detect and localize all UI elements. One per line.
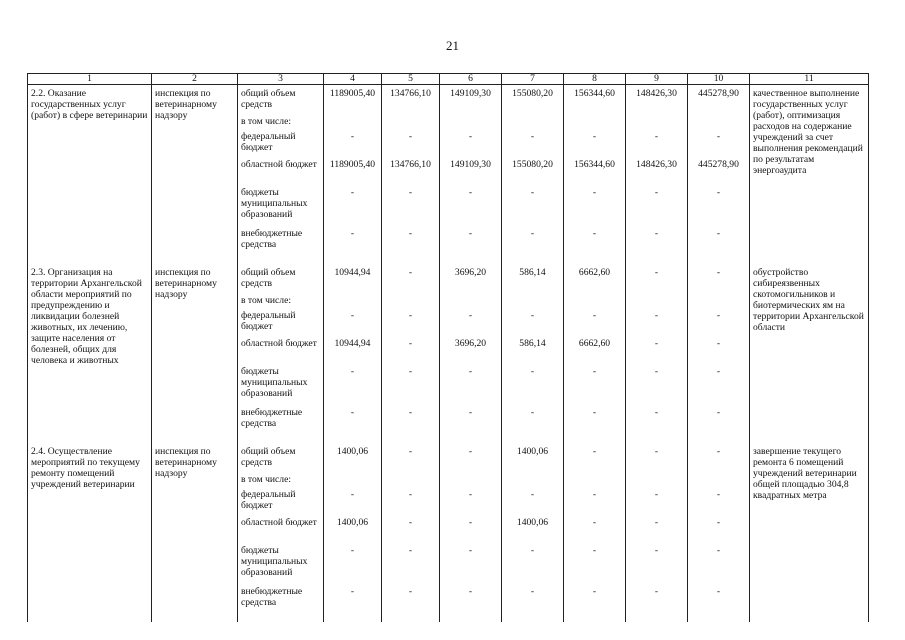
funding-source-label: бюджеты муниципальных образований: [241, 545, 308, 578]
funding-value: 6662,60: [578, 338, 611, 349]
funding-value: -: [408, 187, 413, 198]
funding-value: [385, 116, 436, 131]
column-number: 4: [324, 74, 382, 85]
funding-value: -: [654, 489, 659, 500]
funding-value: 1189005,40: [329, 88, 376, 99]
funding-value: -: [716, 545, 721, 556]
page-number: 21: [446, 38, 459, 53]
funding-value: -: [530, 310, 535, 321]
funding-source-label: общий объем средств: [241, 88, 296, 110]
funding-value: 1400,06: [336, 446, 369, 457]
funding-value: -: [654, 310, 659, 321]
funding-value: -: [530, 228, 535, 239]
executor: инспекция по ветеринарному надзору: [155, 88, 217, 121]
funding-source-label: федеральный бюджет: [241, 310, 296, 332]
funding-value: -: [530, 131, 535, 142]
funding-value: -: [408, 228, 413, 239]
funding-value: [567, 474, 622, 489]
funding-value-cell: [626, 85, 688, 265]
funding-value-cell: [440, 443, 502, 622]
funding-value-cell: [502, 443, 564, 622]
funding-value-cell: [382, 443, 440, 622]
expected-result-cell: [750, 264, 869, 443]
funding-value: -: [716, 187, 721, 198]
funding-value: -: [654, 267, 659, 278]
column-number: 8: [564, 74, 626, 85]
funding-value: -: [716, 489, 721, 500]
funding-value: -: [408, 131, 413, 142]
funding-source-label: общий объем средств: [241, 267, 296, 289]
measure-name: 2.4. Осуществление мероприятий по текущему ремонту помещений учреждений ветеринарии: [31, 446, 140, 490]
funding-value: -: [350, 131, 355, 142]
funding-value: -: [716, 338, 721, 349]
funding-value: [443, 474, 498, 489]
funding-value: -: [468, 517, 473, 528]
funding-value: -: [408, 545, 413, 556]
funding-value-cell: [502, 85, 564, 265]
funding-value-cell: [564, 85, 626, 265]
funding-value-cell: [688, 264, 750, 443]
funding-value: [327, 295, 378, 310]
measure-name: 2.2. Оказание государственных услуг (работ) в сфере ветеринарии: [31, 88, 148, 121]
expected-result: обустройство сибиреязвенных скотомогильников и биотермических ям на территории Архангельской области: [753, 267, 864, 333]
funding-value: 445278,90: [698, 159, 739, 170]
funding-value: 1400,06: [336, 517, 369, 528]
funding-value: -: [654, 366, 659, 377]
measure-name: 2.3. Организация на территории Архангельской области мероприятий по предупреждению и ликвидации болезней животных, их лечению, защите населения от болезней, общих для человека и животных: [31, 267, 142, 366]
measure-name-cell: [28, 443, 152, 622]
funding-source-cell: [238, 85, 324, 265]
funding-value: 3696,20: [454, 338, 487, 349]
funding-value: [327, 474, 378, 489]
funding-value: 148426,30: [636, 159, 677, 170]
funding-value: -: [592, 517, 597, 528]
funding-value: -: [716, 366, 721, 377]
funding-value: -: [716, 517, 721, 528]
funding-value: 155080,20: [512, 88, 553, 99]
funding-value: -: [592, 228, 597, 239]
funding-value: -: [654, 187, 659, 198]
column-number-row: [28, 74, 869, 85]
executor-cell: [152, 264, 238, 443]
funding-value: -: [592, 586, 597, 597]
funding-value: -: [350, 187, 355, 198]
column-number: 9: [626, 74, 688, 85]
funding-value: -: [716, 446, 721, 457]
funding-value-cell: [324, 443, 382, 622]
measure-row: [28, 443, 869, 622]
funding-source-label: областной бюджет: [241, 517, 317, 528]
funding-value: [443, 295, 498, 310]
funding-value: 3696,20: [454, 267, 487, 278]
funding-value: -: [654, 338, 659, 349]
funding-source-label: внебюджетные средства: [241, 407, 303, 429]
funding-value: -: [408, 366, 413, 377]
funding-source-label: в том числе:: [241, 474, 292, 485]
funding-value: -: [350, 586, 355, 597]
funding-value: [443, 116, 498, 131]
funding-value: -: [654, 586, 659, 597]
funding-value: 156344,60: [574, 159, 615, 170]
column-number: 1: [28, 74, 152, 85]
funding-value: 1189005,40: [329, 159, 376, 170]
column-number: 5: [382, 74, 440, 85]
funding-value: 134766,10: [390, 88, 431, 99]
funding-value-cell: [564, 443, 626, 622]
funding-value: -: [468, 131, 473, 142]
funding-value: -: [592, 489, 597, 500]
measure-name-cell: [28, 264, 152, 443]
funding-value: -: [530, 586, 535, 597]
funding-value-cell: [688, 85, 750, 265]
funding-value: [385, 474, 436, 489]
funding-value: -: [468, 310, 473, 321]
funding-value: [505, 295, 560, 310]
funding-value: -: [468, 407, 473, 418]
funding-source-label: бюджеты муниципальных образований: [241, 187, 308, 220]
funding-value: -: [408, 489, 413, 500]
funding-value: -: [350, 545, 355, 556]
funding-value: -: [350, 228, 355, 239]
funding-value: -: [716, 407, 721, 418]
funding-source-label: в том числе:: [241, 116, 292, 127]
funding-value: [567, 116, 622, 131]
funding-source-label: общий объем средств: [241, 446, 296, 468]
column-number: 7: [502, 74, 564, 85]
funding-value: 149109,30: [450, 159, 491, 170]
funding-value-cell: [324, 264, 382, 443]
executor: инспекция по ветеринарному надзору: [155, 446, 217, 479]
funding-value: -: [592, 366, 597, 377]
funding-value: -: [530, 489, 535, 500]
funding-value: 586,14: [519, 267, 546, 278]
funding-value: -: [716, 131, 721, 142]
funding-value: 445278,90: [698, 88, 739, 99]
funding-value-cell: [688, 443, 750, 622]
funding-value: -: [468, 187, 473, 198]
funding-value: 134766,10: [390, 159, 431, 170]
funding-value: -: [654, 407, 659, 418]
funding-value: -: [408, 446, 413, 457]
measure-name-cell: [28, 85, 152, 265]
funding-value: -: [468, 489, 473, 500]
funding-value: 148426,30: [636, 88, 677, 99]
funding-value: -: [468, 228, 473, 239]
funding-value: -: [408, 338, 413, 349]
funding-value: -: [408, 310, 413, 321]
funding-source-label: внебюджетные средства: [241, 586, 303, 608]
funding-value: 155080,20: [512, 159, 553, 170]
funding-value: [327, 116, 378, 131]
funding-value: -: [530, 366, 535, 377]
executor-cell: [152, 443, 238, 622]
funding-source-label: федеральный бюджет: [241, 489, 296, 511]
funding-value-cell: [440, 85, 502, 265]
funding-value: 156344,60: [574, 88, 615, 99]
funding-value: 586,14: [519, 338, 546, 349]
funding-source-label: в том числе:: [241, 295, 292, 306]
funding-value: 10944,94: [334, 338, 371, 349]
funding-value: 149109,30: [450, 88, 491, 99]
funding-value: -: [468, 366, 473, 377]
funding-value: -: [530, 545, 535, 556]
expected-result-cell: [750, 443, 869, 622]
funding-value: [567, 295, 622, 310]
funding-source-label: областной бюджет: [241, 159, 317, 170]
funding-value: -: [654, 517, 659, 528]
funding-source-label: бюджеты муниципальных образований: [241, 366, 308, 399]
funding-source-label: федеральный бюджет: [241, 131, 296, 153]
funding-value: -: [350, 407, 355, 418]
funding-value: [385, 295, 436, 310]
funding-source-cell: [238, 443, 324, 622]
measure-row: [28, 85, 869, 265]
funding-value: -: [592, 545, 597, 556]
funding-value: -: [350, 366, 355, 377]
funding-value: -: [530, 187, 535, 198]
program-table: [27, 73, 869, 622]
column-number: 10: [688, 74, 750, 85]
column-number: 2: [152, 74, 238, 85]
funding-value: [505, 474, 560, 489]
funding-value: -: [592, 446, 597, 457]
funding-value: [691, 474, 746, 489]
expected-result-cell: [750, 85, 869, 265]
funding-value: -: [716, 267, 721, 278]
funding-value: -: [350, 310, 355, 321]
funding-value-cell: [502, 264, 564, 443]
funding-value: -: [468, 545, 473, 556]
expected-result: качественное выполнение государственных услуг (работ), оптимизация расходов на содержание учреждений за счет выполнения рекомендаций по результатам энергоаудита: [753, 88, 863, 176]
funding-source-cell: [238, 264, 324, 443]
executor-cell: [152, 85, 238, 265]
funding-source-label: внебюджетные средства: [241, 228, 303, 250]
funding-value: -: [654, 228, 659, 239]
funding-source-label: областной бюджет: [241, 338, 317, 349]
funding-value: [691, 116, 746, 131]
funding-value: -: [408, 407, 413, 418]
funding-value: -: [408, 517, 413, 528]
funding-value: -: [350, 489, 355, 500]
funding-value: -: [716, 310, 721, 321]
funding-value: -: [468, 586, 473, 597]
funding-value-cell: [626, 264, 688, 443]
measure-row: [28, 264, 869, 443]
funding-value-cell: [440, 264, 502, 443]
funding-value: -: [592, 407, 597, 418]
funding-value: -: [716, 586, 721, 597]
funding-value: [691, 295, 746, 310]
column-number: 6: [440, 74, 502, 85]
funding-value: -: [716, 228, 721, 239]
funding-value: 6662,60: [578, 267, 611, 278]
funding-value: 1400,06: [516, 517, 549, 528]
funding-value: [629, 116, 684, 131]
expected-result: завершение текущего ремонта 6 помещений учреждений ветеринарии общей площадью 304,8 квадратных метра: [753, 446, 857, 501]
funding-value: [629, 474, 684, 489]
funding-value: -: [468, 446, 473, 457]
funding-value-cell: [324, 85, 382, 265]
funding-value: -: [592, 187, 597, 198]
executor: инспекция по ветеринарному надзору: [155, 267, 217, 300]
funding-value: -: [530, 407, 535, 418]
funding-value: -: [408, 586, 413, 597]
funding-value-cell: [382, 264, 440, 443]
column-number: 3: [238, 74, 324, 85]
funding-value: 10944,94: [334, 267, 371, 278]
funding-value: -: [408, 267, 413, 278]
funding-value: [505, 116, 560, 131]
funding-value: -: [592, 131, 597, 142]
funding-value: -: [654, 545, 659, 556]
funding-value-cell: [382, 85, 440, 265]
funding-value-cell: [626, 443, 688, 622]
funding-value: -: [654, 131, 659, 142]
funding-value-cell: [564, 264, 626, 443]
funding-value: [629, 295, 684, 310]
funding-value: -: [654, 446, 659, 457]
funding-value: 1400,06: [516, 446, 549, 457]
column-number: 11: [750, 74, 869, 85]
funding-value: -: [592, 310, 597, 321]
